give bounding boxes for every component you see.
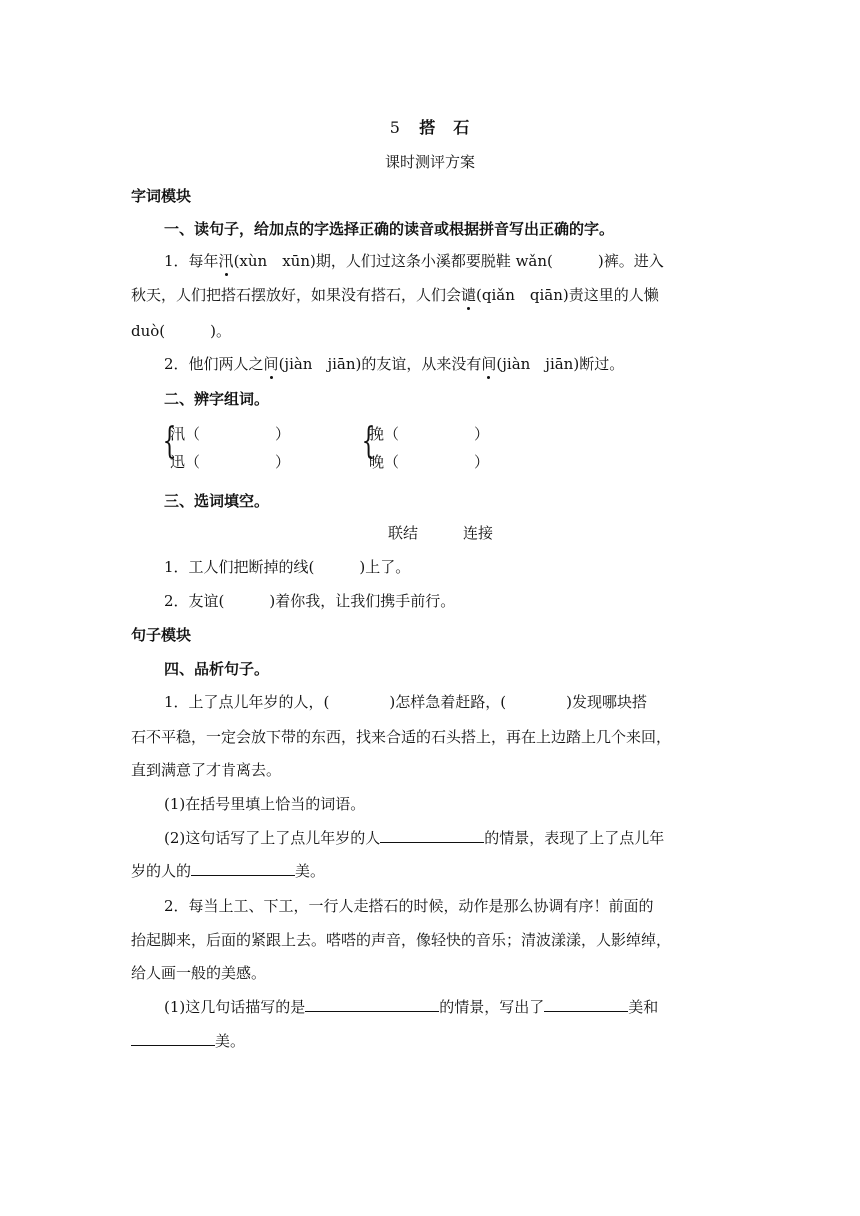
q2-pair2-top: 挽（ ） [369, 425, 490, 443]
dotted-char: 谴 [461, 286, 477, 304]
q3-options: 联结 连接 [388, 524, 494, 542]
dotted-char: 汛 [218, 252, 234, 270]
answer-blank[interactable] [305, 997, 439, 1012]
q3-item2: 2．友谊( )着你我，让我们携手前行。 [164, 592, 456, 610]
lesson-number: 5 [389, 118, 401, 137]
q3-item1: 1．工人们把断掉的线( )上了。 [164, 558, 411, 576]
q2-heading: 二、辨字组词。 [164, 390, 270, 408]
section-word-module: 字词模块 [131, 187, 192, 205]
q1-item1-line2: 秋天，人们把搭石摆放好，如果没有搭石，人们会谴(qiǎn qiān)责这里的人懒 [131, 286, 659, 304]
brace-icon: { [361, 421, 376, 462]
q4-p2-line1: 2．每当上工、下工，一行人走搭石的时候，动作是那么协调有序！前面的 [164, 897, 654, 915]
q4-p2-line3: 给人画一般的美感。 [131, 964, 267, 982]
q4-p1-line1: 1．上了点儿年岁的人，( )怎样急着赶路，( )发现哪块搭 [164, 693, 647, 711]
q1-heading: 一、读句子，给加点的字选择正确的读音或根据拼音写出正确的字。 [164, 220, 615, 238]
q1-item1-line3: duò( )。 [131, 322, 231, 340]
q4-p2-line2: 抬起脚来，后面的紧跟上去。嗒嗒的声音，像轻快的音乐；清波漾漾，人影绰绰， [131, 931, 672, 949]
q2-pair2-bottom: 晚（ ） [369, 453, 490, 471]
q3-heading: 三、选词填空。 [164, 492, 270, 510]
dotted-char: 间 [481, 355, 497, 373]
q4-p1-line3: 直到满意了才肯离去。 [131, 761, 282, 779]
dotted-char: 间 [263, 355, 279, 373]
q4-p1-sub2-line1: (2)这句话写了上了点儿年岁的人 的情景，表现了上了点儿年 [164, 829, 665, 847]
answer-blank[interactable] [380, 828, 484, 843]
answer-blank[interactable] [191, 861, 295, 876]
q4-heading: 四、品析句子。 [164, 660, 270, 678]
lesson-title [0, 118, 860, 138]
answer-blank[interactable] [544, 997, 628, 1012]
lesson-name: 搭 石 [419, 118, 471, 137]
q4-p2-sub1-line2: 美。 [131, 1031, 245, 1051]
q2-pair1-top: 汛（ ） [170, 425, 291, 443]
q4-p1-line2: 石不平稳，一定会放下带的东西，找来合适的石头搭上，再在上边踏上几个来回， [131, 728, 672, 746]
brace-icon: { [162, 421, 177, 462]
q1-item2: 2．他们两人之间(jiàn jiān)的友谊，从来没有间(jiàn jiān)断过。 [164, 355, 625, 373]
q2-pair1-bottom: 迅（ ） [170, 453, 291, 471]
section-sentence-module: 句子模块 [131, 626, 192, 644]
q4-p1-sub1: (1)在括号里填上恰当的词语。 [164, 795, 366, 813]
q1-item1-line1: 1．每年汛(xùn xūn)期，人们过这条小溪都要脱鞋 wǎn( )裤。进入 [164, 252, 664, 270]
answer-blank[interactable] [131, 1031, 215, 1046]
q4-p2-sub1-line1: (1)这几句话描写的是 的情景，写出了 美和 [164, 998, 659, 1016]
q4-p1-sub2-line2: 岁的人的 美。 [131, 862, 326, 880]
subtitle: 课时测评方案 [384, 153, 475, 171]
